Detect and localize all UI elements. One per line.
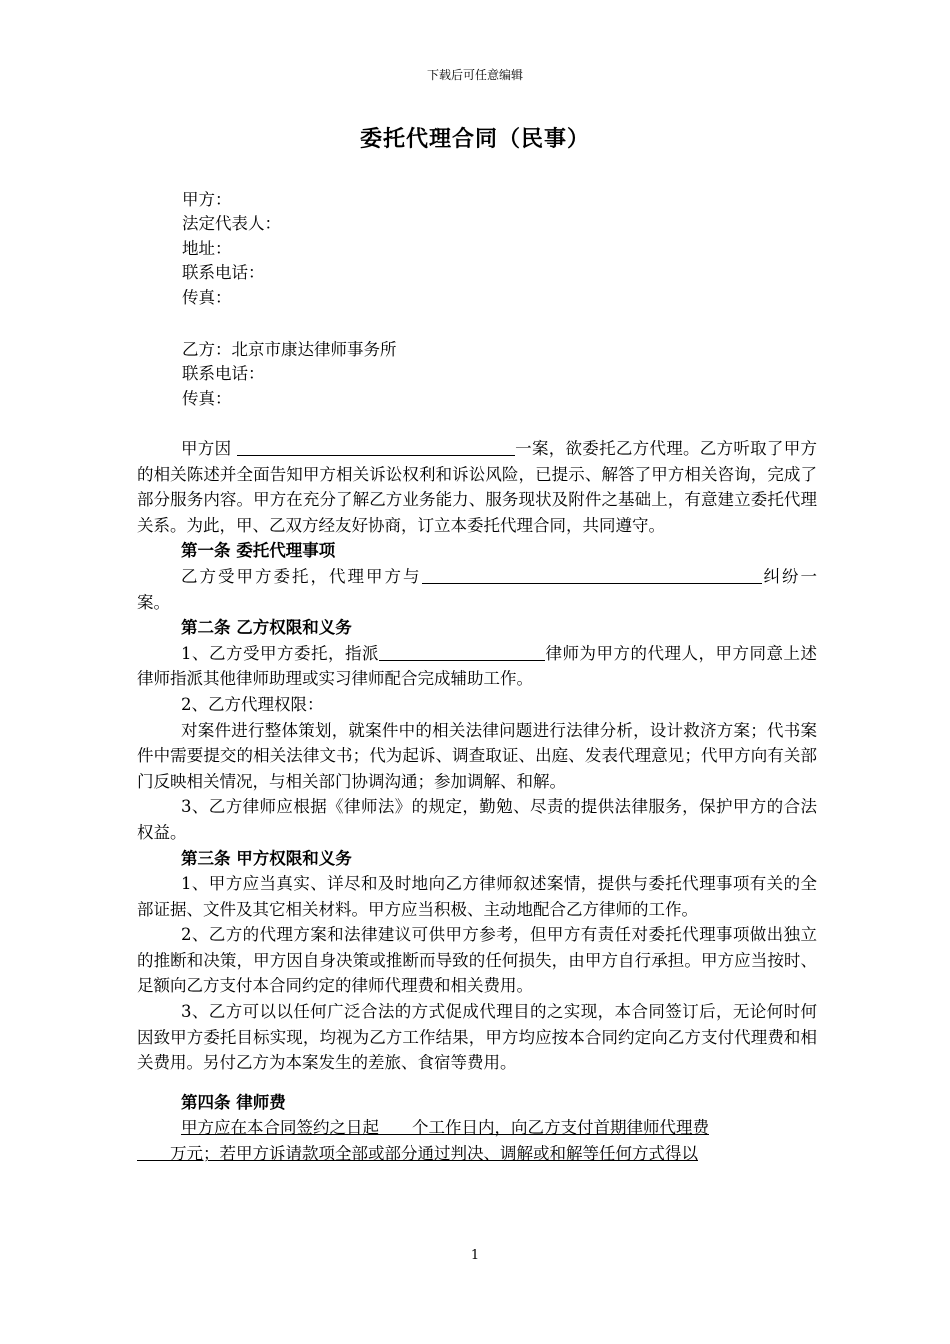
opponent-blank: [422, 566, 762, 584]
section-3-item-1: 1、甲方应当真实、详尽和及时地向乙方律师叙述案情，提供与委托代理事项有关的全部证据、文件及其它相关材料。甲方应当积极、主动地配合乙方律师的工作。: [137, 874, 817, 919]
section-2-item-3: 3、乙方律师应根据《律师法》的规定，勤勉、尽责的提供法律服务，保护甲方的合法权益。: [137, 797, 817, 842]
section-2-item-2: 2、乙方代理权限：: [181, 694, 324, 714]
party-b-block: [182, 338, 397, 411]
page-number: 1: [470, 1248, 480, 1263]
section-2-heading: 第二条 乙方权限和义务: [181, 618, 352, 638]
section-2-authority-detail: 对案件进行整体策划，就案件中的相关法律问题进行法律分析，设计救济方案；代书案件中需要提交的相关法律文书；代为起诉、调查取证、出庭、发表代理意见；代甲方向有关部门反映相关情况，与相关部门协调沟通；参加调解、和解。: [137, 720, 817, 791]
party-a-fax: 传真：: [182, 287, 232, 307]
party-a-phone: 联系电话：: [182, 263, 265, 283]
section-4-heading: 第四条 律师费: [181, 1092, 286, 1112]
party-b-phone: 联系电话：: [182, 364, 265, 384]
section-1-heading: 第一条 委托代理事项: [181, 541, 336, 561]
intro-paragraph: 甲方因 一案，欲委托乙方代理。乙方听取了甲方的相关陈述并全面告知甲方相关诉讼权利和诉讼风险，已提示、解答了甲方相关咨询，完成了部分服务内容。甲方在充分了解乙方业务能力、服务现状及附件之基础上，有意建立委托代理关系。为此，甲、乙双方经友好协商，订立本委托代理合同，共同遵守。: [137, 439, 818, 535]
section-1-paragraph: 乙方受甲方委托，代理甲方与 纠纷一案。: [137, 566, 817, 612]
party-a-address: 地址：: [182, 238, 232, 258]
section-4-line-1: 甲方应在本合同签约之日起 个工作日内，向乙方支付首期律师代理费: [181, 1118, 709, 1138]
case-name-blank: [237, 438, 515, 456]
section-3-item-3: 3、乙方可以以任何广泛合法的方式促成代理目的之实现，本合同签订后，无论何时何因致甲方委托目标实现，均视为乙方工作结果，甲方均应按本合同约定向乙方支付代理费和相关费用。另付乙方为本案发生的差旅、食宿等费用。: [137, 1002, 817, 1073]
section-3-item-2: 2、乙方的代理方案和法律建议可供甲方参考，但甲方有责任对委托代理事项做出独立的推断和决策，甲方因自身决策或推断而导致的任何损失，由甲方自行承担。甲方应当按时、足额向乙方支付本合同约定的律师代理费和相关费用。: [137, 925, 817, 996]
section-4-line-2: 万元；若甲方诉请款项全部或部分通过判决、调解或和解等任何方式得以: [137, 1144, 698, 1164]
section-3-heading: 第三条 甲方权限和义务: [181, 848, 352, 868]
party-b-name: 乙方：北京市康达律师事务所: [182, 340, 397, 359]
party-a-name: 甲方：: [182, 190, 232, 209]
section-2-item-1: 1、乙方受甲方委托，指派 律师为甲方的代理人，甲方同意上述律师指派其他律师助理或实习律师配合完成辅助工作。: [137, 643, 817, 689]
party-b-fax: 传真：: [182, 388, 232, 408]
document-title: 委托代理合同（民事）: [359, 126, 590, 152]
contract-body: [137, 436, 817, 1167]
header-note: 下载后可任意编辑: [426, 68, 523, 82]
party-a-block: [182, 188, 281, 310]
party-a-representative: 法定代表人：: [182, 214, 281, 234]
lawyer-name-blank: [379, 643, 545, 661]
spacer: [137, 1076, 817, 1090]
